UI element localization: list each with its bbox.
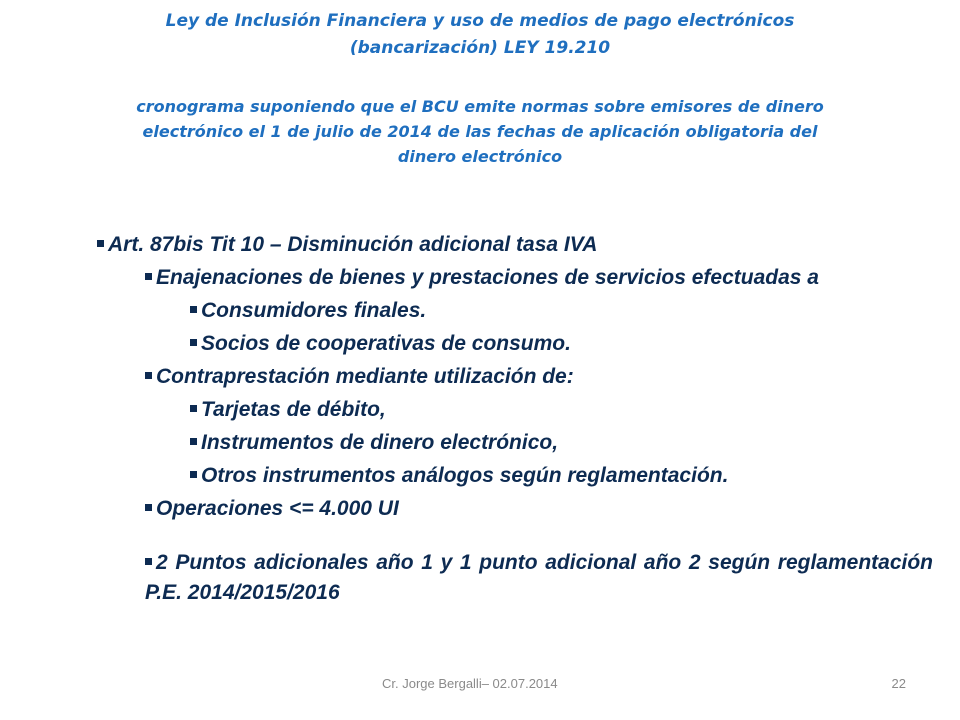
slide-title xyxy=(60,8,900,62)
square-bullet-icon xyxy=(145,558,152,565)
bullet-text: Otros instrumentos análogos según reglamentación. xyxy=(201,464,729,487)
bullet-socios xyxy=(190,329,571,359)
square-bullet-icon xyxy=(190,405,197,412)
slide-subtitle xyxy=(60,94,900,169)
subtitle-line-2: electrónico el 1 de julio de 2014 de las fechas de aplicación obligatoria del xyxy=(142,122,818,141)
square-bullet-icon xyxy=(145,273,152,280)
bullet-text: Socios de cooperativas de consumo. xyxy=(201,332,571,355)
bullet-art xyxy=(97,230,597,260)
square-bullet-icon xyxy=(145,504,152,511)
square-bullet-icon xyxy=(190,339,197,346)
bullet-contraprestacion xyxy=(145,362,574,392)
bullet-text: Operaciones <= 4.000 UI xyxy=(156,497,399,520)
bullet-text: Tarjetas de débito, xyxy=(201,398,386,421)
bullet-puntos xyxy=(145,548,933,608)
square-bullet-icon xyxy=(190,306,197,313)
bullet-enajenaciones xyxy=(145,263,819,293)
square-bullet-icon xyxy=(97,240,104,247)
page-number: 22 xyxy=(891,676,906,691)
bullet-text: Consumidores finales. xyxy=(201,299,427,322)
footer-author: Cr. Jorge Bergalli– 02.07.2014 xyxy=(382,676,558,691)
bullet-text: Contraprestación mediante utilización de: xyxy=(156,365,574,388)
bullet-otros xyxy=(190,461,728,491)
title-line-2: (bancarización) LEY 19.210 xyxy=(349,38,611,58)
bullet-instrumentos xyxy=(190,428,558,458)
subtitle-line-3: dinero electrónico xyxy=(397,147,563,166)
title-line-1: Ley de Inclusión Financiera y uso de medios de pago electrónicos xyxy=(165,11,795,31)
subtitle-line-1: cronograma suponiendo que el BCU emite normas sobre emisores de dinero xyxy=(136,97,824,116)
bullet-tarjetas xyxy=(190,395,386,425)
bullet-text: Art. 87bis Tit 10 – Disminución adicional tasa IVA xyxy=(108,233,598,256)
bullet-consumidores xyxy=(190,296,426,326)
bullet-text: 2 Puntos adicionales año 1 y 1 punto adicional año 2 según reglamentación P.E. 2014/2015/2016 xyxy=(145,551,933,604)
bullet-text: Enajenaciones de bienes y prestaciones de servicios efectuadas a xyxy=(156,266,819,289)
square-bullet-icon xyxy=(190,471,197,478)
square-bullet-icon xyxy=(190,438,197,445)
bullet-operaciones xyxy=(145,494,399,524)
bullet-text: Instrumentos de dinero electrónico, xyxy=(201,431,559,454)
square-bullet-icon xyxy=(145,372,152,379)
